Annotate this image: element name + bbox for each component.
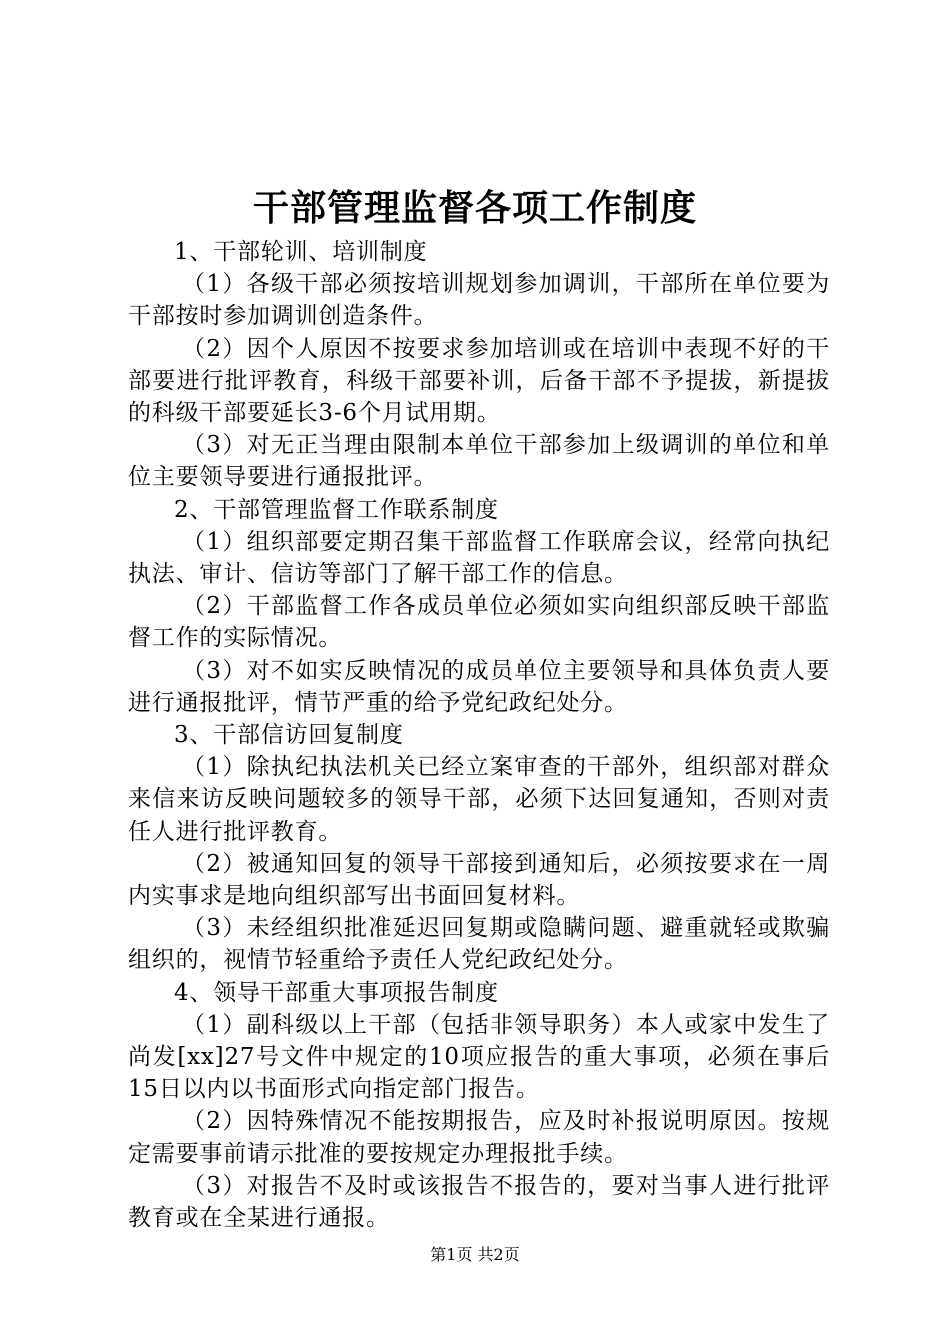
document-body	[128, 236, 830, 1234]
paragraph: （3）对不如实反映情况的成员单位主要领导和具体负责人要进行通报批评，情节严重的给予党纪政纪处分。	[128, 657, 830, 716]
section-heading-2: 2、干部管理监督工作联系制度	[174, 496, 499, 523]
paragraph: （1）副科级以上干部（包括非领导职务）本人或家中发生了尚发[xx]27号文件中规定的10项应报告的重大事项，必须在事后15日以内以书面形式向指定部门报告。	[128, 1011, 830, 1103]
paragraph: （2）被通知回复的领导干部接到通知后，必须按要求在一周内实事求是地向组织部写出书面回复材料。	[128, 850, 830, 910]
paragraph: （3）未经组织批准延迟回复期或隐瞒问题、避重就轻或欺骗组织的，视情节轻重给予责任人党纪政纪处分。	[128, 915, 830, 974]
document-title: 干部管理监督各项工作制度	[252, 187, 697, 229]
paragraph: （1）组织部要定期召集干部监督工作联席会议，经常向执纪执法、审计、信访等部门了解干部工作的信息。	[128, 528, 830, 588]
paragraph: （3）对无正当理由限制本单位干部参加上级调训的单位和单位主要领导要进行通报批评。	[128, 432, 830, 491]
paragraph: （2）因特殊情况不能按期报告，应及时补报说明原因。按规定需要事前请示批准的要按规定办理报批手续。	[128, 1108, 830, 1167]
paragraph: （3）对报告不及时或该报告不报告的，要对当事人进行批评教育或在全某进行通报。	[128, 1172, 830, 1232]
paragraph: （1）各级干部必须按培训规划参加调训，干部所在单位要为干部按时参加调训创造条件。	[128, 271, 830, 330]
section-heading-1: 1、干部轮训、培训制度	[174, 239, 428, 265]
paragraph: （1）除执纪执法机关已经立案审查的干部外，组织部对群众来信来访反映问题较多的领导干部，必须下达回复通知，否则对责任人进行批评教育。	[128, 754, 830, 845]
paragraph: （2）因个人原因不按要求参加培训或在培训中表现不好的干部要进行批评教育，科级干部要补训，后备干部不予提拔，新提拔的科级干部要延长3-6个月试用期。	[128, 335, 830, 427]
paragraph: （2）干部监督工作各成员单位必须如实向组织部反映干部监督工作的实际情况。	[128, 593, 830, 652]
section-heading-3: 3、干部信访回复制度	[174, 722, 404, 749]
page-number: 第1页 共2页	[430, 1245, 520, 1264]
section-heading-4: 4、领导干部重大事项报告制度	[174, 979, 499, 1006]
